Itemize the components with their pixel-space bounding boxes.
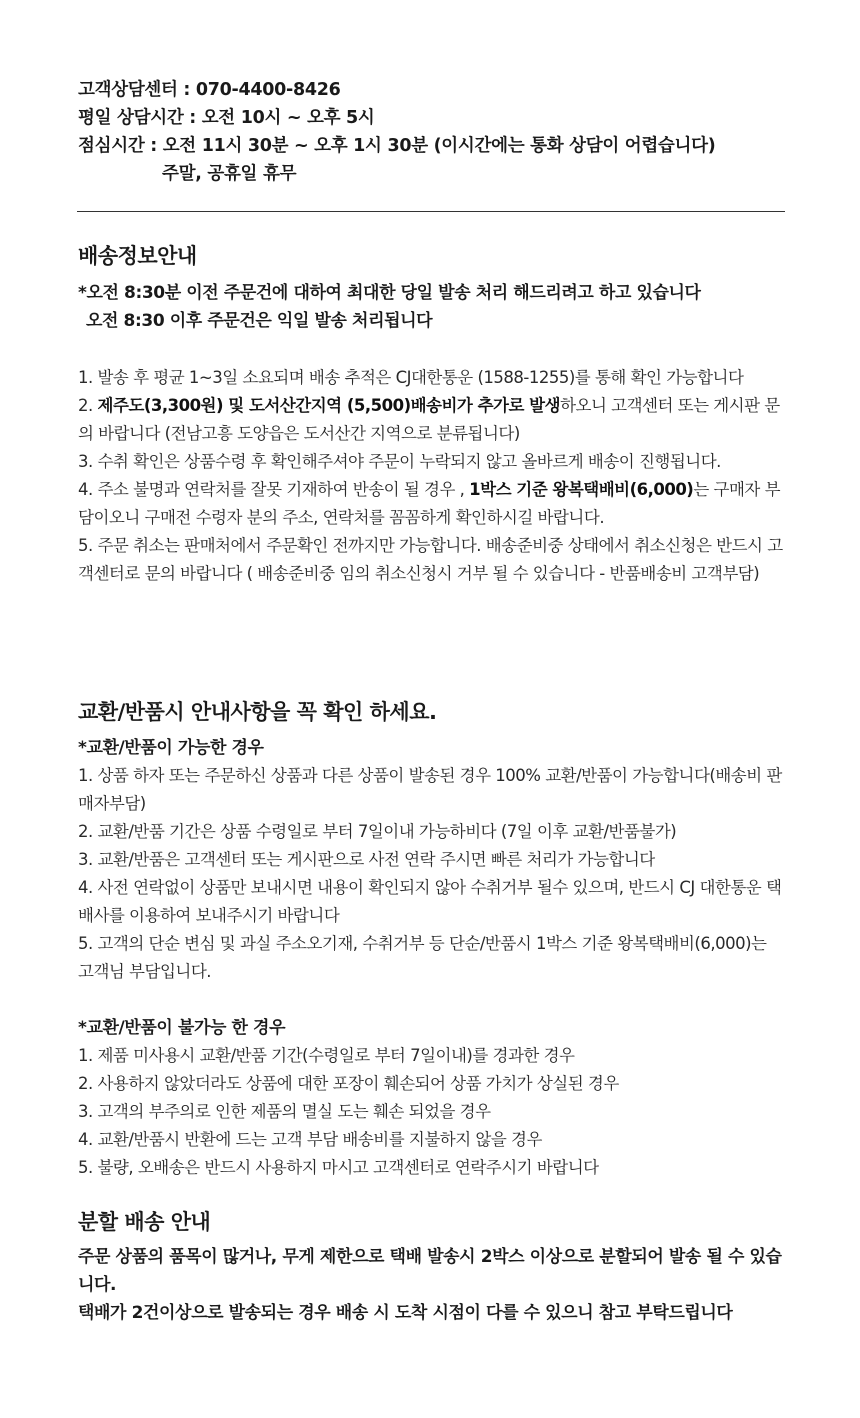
shipping-item-4-rest: 는 구매자 부담이오니 구매전 수령자 분의 주소, 연락처를 꼼꼼하게 확인하시길 바랍니다.	[78, 480, 781, 527]
shipping-item-3: 3. 수취 확인은 상품수령 후 확인해주셔야 주문이 누락되지 않고 올바르게 배송이 진행됩니다.	[78, 452, 721, 471]
contact-center: 고객상담센터 : 070-4400-8426	[78, 80, 341, 100]
exchange-impossible-title: *교환/반품이 불가능 한 경우	[78, 1018, 286, 1038]
divider	[77, 211, 785, 212]
exchange-possible-title: *교환/반품이 가능한 경우	[78, 738, 264, 758]
shipping-item-2-rest: 하오니 고객센터 또는 게시판 문의 바랍니다 (전남고흥 도양읍은 도서산간 지역으로 분류됩니다)	[78, 396, 780, 443]
exchange-possible-item: 5. 고객의 단순 변심 및 과실 주소오기재, 수취거부 등 단순/반품시 1박스 기준 왕복택배비(6,000)는 고객님 부담입니다.	[78, 934, 767, 981]
exchange-impossible-item: 5. 불량, 오배송은 반드시 사용하지 마시고 고객센터로 연락주시기 바랍니다	[78, 1158, 599, 1177]
exchange-possible-item: 2. 교환/반품 기간은 상품 수령일로 부터 7일이내 가능하비다 (7일 이후 교환/반품불가)	[78, 822, 677, 841]
exchange-possible-item: 1. 상품 하자 또는 주문하신 상품과 다른 상품이 발송된 경우 100% 교환/반품이 가능합니다(배송비 판매자부담)	[78, 766, 782, 813]
exchange-impossible-item: 2. 사용하지 않았더라도 상품에 대한 포장이 훼손되어 상품 가치가 상실된 경우	[78, 1074, 619, 1093]
exchange-possible-item: 4. 사전 연락없이 상품만 보내시면 내용이 확인되지 않아 수취거부 될수 있으며, 반드시 CJ 대한통운 택배사를 이용하여 보내주시기 바랍니다	[78, 878, 782, 925]
shipping-item-4	[78, 476, 783, 532]
weekday-hours: 평일 상담시간 : 오전 10시 ~ 오후 5시	[78, 108, 375, 128]
shipping-item-2-prefix: 2.	[78, 396, 98, 415]
split-body	[78, 1243, 783, 1327]
exchange-possible	[78, 734, 783, 986]
exchange-impossible	[78, 1014, 783, 1182]
shipping-item-4-bold: 1박스 기준 왕복택배비(6,000)	[469, 480, 694, 499]
exchange-impossible-item: 3. 고객의 부주의로 인한 제품의 멸실 도는 훼손 되었을 경우	[78, 1102, 491, 1121]
shipping-item-4-prefix: 4. 주소 불명과 연락처를 잘못 기재하여 반송이 될 경우 ,	[78, 480, 470, 499]
exchange-impossible-item: 4. 교환/반품시 반환에 드는 고객 부담 배송비를 지불하지 않을 경우	[78, 1130, 542, 1149]
split-title: 분할 배송 안내	[78, 1210, 211, 1234]
shipping-notice-2: 오전 8:30 이후 주문건은 익일 발송 처리됩니다	[86, 311, 433, 331]
contact-info	[78, 76, 798, 188]
shipping-item-2-bold: 제주도(3,300원) 및 도서산간지역 (5,500)배송비가 추가로 발생	[97, 396, 561, 415]
shipping-notice	[78, 279, 783, 335]
lunch-hours: 점심시간 : 오전 11시 30분 ~ 오후 1시 30분 (이시간에는 통화 상담이 어렵습니다)	[78, 136, 716, 156]
split-section	[78, 1207, 783, 1237]
shipping-notice-1: *오전 8:30분 이전 주문건에 대하여 최대한 당일 발송 처리 해드리려고 하고 있습니다	[78, 283, 701, 303]
split-line-2: 택배가 2건이상으로 발송되는 경우 배송 시 도착 시점이 다를 수 있으니 참고 부탁드립니다	[78, 1303, 733, 1323]
exchange-impossible-item: 1. 제품 미사용시 교환/반품 기간(수령일로 부터 7일이내)를 경과한 경우	[78, 1046, 575, 1065]
exchange-section	[78, 697, 783, 727]
shipping-item-1: 1. 발송 후 평균 1~3일 소요되며 배송 추적은 CJ대한통운 (1588-1255)를 통해 확인 가능합니다	[78, 368, 744, 387]
exchange-title: 교환/반품시 안내사항을 꼭 확인 하세요.	[78, 700, 437, 724]
shipping-title: 배송정보안내	[78, 244, 197, 268]
exchange-possible-item: 3. 교환/반품은 고객센터 또는 게시판으로 사전 연락 주시면 빠른 처리가 가능합니다	[78, 850, 655, 869]
shipping-section	[78, 241, 783, 271]
shipping-item-5: 5. 주문 취소는 판매처에서 주문확인 전까지만 가능합니다. 배송준비중 상태에서 취소신청은 반드시 고객센터로 문의 바랍니다 ( 배송준비중 임의 취소신청시 거부 될 수 있습니다 - 반품배송비 고객부담)	[78, 536, 783, 583]
split-line-1: 주문 상품의 품목이 많거나, 무게 제한으로 택배 발송시 2박스 이상으로 분할되어 발송 될 수 있습니다.	[78, 1247, 782, 1295]
closed-days: 주말, 공휴일 휴무	[162, 164, 297, 184]
shipping-item-2	[78, 392, 783, 448]
shipping-list	[78, 364, 783, 588]
